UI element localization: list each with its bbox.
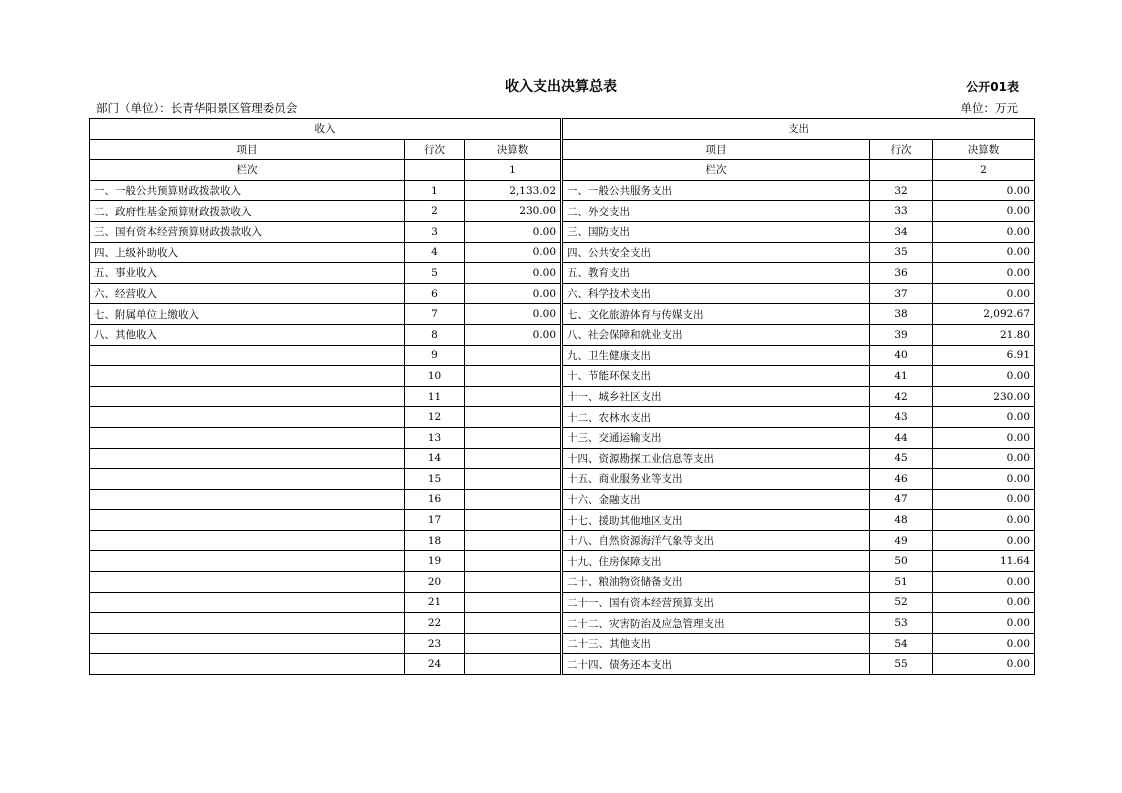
expense-amount-cell: 0.00 [933,489,1035,510]
table-row [90,654,1035,675]
expense-amount-cell: 0.00 [933,654,1035,675]
expense-amount-cell: 0.00 [933,366,1035,387]
income-amount-cell: 0.00 [465,324,562,345]
income-amount-cell [465,386,562,407]
expense-amount-cell: 0.00 [933,221,1035,242]
income-amount-cell [465,427,562,448]
expense-amount-cell: 0.00 [933,572,1035,593]
expense-rowno-cell: 37 [870,283,933,304]
income-col-empty [405,160,465,181]
expense-rowno-cell: 50 [870,551,933,572]
table-row [90,530,1035,551]
table-row [90,366,1035,387]
income-col-index: 1 [465,160,562,181]
expense-item-cell: 十八、自然资源海洋气象等支出 [562,530,870,551]
income-item-cell [90,510,405,531]
income-item-cell [90,366,405,387]
table-row [90,448,1035,469]
expense-item-cell: 七、文化旅游体育与传媒支出 [562,304,870,325]
expense-rowno-cell: 41 [870,366,933,387]
expense-rowno-cell: 46 [870,469,933,490]
table-row [90,263,1035,284]
expense-col-label: 栏次 [562,160,870,181]
income-item-cell [90,530,405,551]
expense-rowno-cell: 34 [870,221,933,242]
income-amount-cell: 0.00 [465,263,562,284]
income-item-cell [90,448,405,469]
expense-item-cell: 二十、粮油物资储备支出 [562,572,870,593]
expense-item-cell: 十、节能环保支出 [562,366,870,387]
income-rowno-cell: 1 [405,180,465,201]
income-item-cell: 五、事业收入 [90,263,405,284]
expense-item-cell: 十六、金融支出 [562,489,870,510]
expense-item-cell: 六、科学技术支出 [562,283,870,304]
table-row [90,592,1035,613]
income-item-cell [90,386,405,407]
expense-amount-cell: 0.00 [933,427,1035,448]
expense-item-cell: 十二、农林水支出 [562,407,870,428]
expense-rowno-cell: 53 [870,613,933,634]
table-row [90,469,1035,490]
expense-amount-cell: 0.00 [933,242,1035,263]
income-amount-cell: 0.00 [465,242,562,263]
income-rowno-cell: 22 [405,613,465,634]
income-rowno-cell: 11 [405,386,465,407]
income-item-cell [90,407,405,428]
income-item-cell [90,592,405,613]
expense-amount-cell: 0.00 [933,263,1035,284]
expense-rowno-cell: 54 [870,633,933,654]
income-rowno-header: 行次 [405,139,465,160]
income-amount-cell: 0.00 [465,283,562,304]
expense-rowno-cell: 44 [870,427,933,448]
table-row [90,551,1035,572]
income-amount-cell [465,489,562,510]
expense-rowno-cell: 49 [870,530,933,551]
expense-rowno-cell: 39 [870,324,933,345]
table-number: 公开01表 [966,80,1019,94]
income-rowno-cell: 18 [405,530,465,551]
column-header-row [90,139,1035,160]
expense-rowno-cell: 42 [870,386,933,407]
income-amount-cell [465,654,562,675]
income-rowno-cell: 6 [405,283,465,304]
expense-rowno-cell: 51 [870,572,933,593]
income-rowno-cell: 16 [405,489,465,510]
expense-item-cell: 二、外交支出 [562,201,870,222]
expense-amount-cell: 0.00 [933,469,1035,490]
income-item-cell [90,613,405,634]
income-item-cell: 六、经营收入 [90,283,405,304]
expense-amount-cell: 21.80 [933,324,1035,345]
expense-amount-cell: 0.00 [933,283,1035,304]
expense-rowno-cell: 38 [870,304,933,325]
income-item-cell: 三、国有资本经营预算财政拨款收入 [90,221,405,242]
table-row [90,324,1035,345]
expense-item-cell: 十五、商业服务业等支出 [562,469,870,490]
expense-rowno-cell: 32 [870,180,933,201]
table-row [90,283,1035,304]
expense-rowno-cell: 40 [870,345,933,366]
expense-amount-cell: 230.00 [933,386,1035,407]
income-amount-cell [465,366,562,387]
expense-amount-cell: 0.00 [933,407,1035,428]
income-amount-cell [465,572,562,593]
income-rowno-cell: 10 [405,366,465,387]
income-rowno-cell: 12 [405,407,465,428]
expense-rowno-cell: 48 [870,510,933,531]
expense-section-header: 支出 [562,119,1035,140]
income-rowno-cell: 5 [405,263,465,284]
income-rowno-cell: 3 [405,221,465,242]
income-amount-cell [465,551,562,572]
income-amount-header: 决算数 [465,139,562,160]
expense-item-cell: 八、社会保障和就业支出 [562,324,870,345]
expense-amount-cell: 0.00 [933,530,1035,551]
table-row [90,304,1035,325]
income-amount-cell [465,448,562,469]
income-item-cell [90,345,405,366]
income-col-label: 栏次 [90,160,405,181]
expense-col-index: 2 [933,160,1035,181]
income-rowno-cell: 23 [405,633,465,654]
expense-item-cell: 十四、资源勘探工业信息等支出 [562,448,870,469]
expense-item-cell: 十三、交通运输支出 [562,427,870,448]
expense-amount-cell: 0.00 [933,448,1035,469]
income-rowno-cell: 24 [405,654,465,675]
expense-rowno-cell: 36 [870,263,933,284]
income-item-cell [90,489,405,510]
income-amount-cell: 230.00 [465,201,562,222]
table-row [90,242,1035,263]
expense-amount-cell: 0.00 [933,201,1035,222]
expense-rowno-cell: 55 [870,654,933,675]
income-item-cell: 八、其他收入 [90,324,405,345]
income-amount-cell [465,530,562,551]
expense-rowno-cell: 45 [870,448,933,469]
expense-item-cell: 十九、住房保障支出 [562,551,870,572]
income-rowno-cell: 19 [405,551,465,572]
table-row [90,427,1035,448]
income-item-cell: 七、附属单位上缴收入 [90,304,405,325]
income-item-cell [90,633,405,654]
table-row [90,489,1035,510]
expense-item-cell: 十一、城乡社区支出 [562,386,870,407]
expense-amount-cell: 0.00 [933,180,1035,201]
income-amount-cell [465,592,562,613]
income-rowno-cell: 4 [405,242,465,263]
expense-amount-cell: 11.64 [933,551,1035,572]
table-row [90,180,1035,201]
table-row [90,572,1035,593]
expense-rowno-cell: 35 [870,242,933,263]
income-item-cell [90,654,405,675]
expense-amount-cell: 0.00 [933,592,1035,613]
expense-amount-cell: 0.00 [933,633,1035,654]
section-header-row [90,119,1035,140]
expense-item-cell: 二十一、国有资本经营预算支出 [562,592,870,613]
income-item-cell: 一、一般公共预算财政拨款收入 [90,180,405,201]
table-row [90,345,1035,366]
income-amount-cell [465,510,562,531]
income-rowno-cell: 9 [405,345,465,366]
table-row [90,221,1035,242]
table-row [90,386,1035,407]
expense-rowno-header: 行次 [870,139,933,160]
income-rowno-cell: 17 [405,510,465,531]
expense-item-cell: 三、国防支出 [562,221,870,242]
income-amount-cell [465,613,562,634]
income-rowno-cell: 21 [405,592,465,613]
income-rowno-cell: 14 [405,448,465,469]
income-item-header: 项目 [90,139,405,160]
income-item-cell [90,572,405,593]
expense-col-empty [870,160,933,181]
expense-rowno-cell: 52 [870,592,933,613]
income-item-cell: 二、政府性基金预算财政拨款收入 [90,201,405,222]
expense-amount-cell: 0.00 [933,510,1035,531]
expense-rowno-cell: 43 [870,407,933,428]
income-rowno-cell: 15 [405,469,465,490]
table-row [90,407,1035,428]
column-index-row [90,160,1035,181]
expense-item-cell: 五、教育支出 [562,263,870,284]
income-amount-cell [465,407,562,428]
income-amount-cell [465,345,562,366]
expense-amount-header: 决算数 [933,139,1035,160]
expense-item-cell: 十七、援助其他地区支出 [562,510,870,531]
table-row [90,201,1035,222]
expense-item-cell: 二十四、债务还本支出 [562,654,870,675]
income-item-cell [90,551,405,572]
income-item-cell [90,469,405,490]
income-amount-cell: 0.00 [465,221,562,242]
expense-item-header: 项目 [562,139,870,160]
expense-amount-cell: 0.00 [933,613,1035,634]
expense-item-cell: 九、卫生健康支出 [562,345,870,366]
income-item-cell [90,427,405,448]
income-rowno-cell: 2 [405,201,465,222]
income-expense-table [89,118,1035,675]
unit-label: 单位：万元 [960,101,1018,115]
table-row [90,510,1035,531]
income-section-header: 收入 [90,119,562,140]
income-amount-cell: 2,133.02 [465,180,562,201]
expense-amount-cell: 2,092.67 [933,304,1035,325]
expense-item-cell: 一、一般公共服务支出 [562,180,870,201]
expense-rowno-cell: 47 [870,489,933,510]
page-title: 收入支出决算总表 [505,79,617,95]
income-rowno-cell: 8 [405,324,465,345]
department-label: 部门（单位）：长青华阳景区管理委员会 [96,101,298,115]
table-row [90,633,1035,654]
income-rowno-cell: 7 [405,304,465,325]
expense-item-cell: 二十三、其他支出 [562,633,870,654]
expense-amount-cell: 6.91 [933,345,1035,366]
expense-rowno-cell: 33 [870,201,933,222]
expense-item-cell: 二十二、灾害防治及应急管理支出 [562,613,870,634]
income-item-cell: 四、上级补助收入 [90,242,405,263]
expense-item-cell: 四、公共安全支出 [562,242,870,263]
income-amount-cell [465,633,562,654]
income-amount-cell [465,469,562,490]
table-row [90,613,1035,634]
income-rowno-cell: 13 [405,427,465,448]
income-amount-cell: 0.00 [465,304,562,325]
income-rowno-cell: 20 [405,572,465,593]
